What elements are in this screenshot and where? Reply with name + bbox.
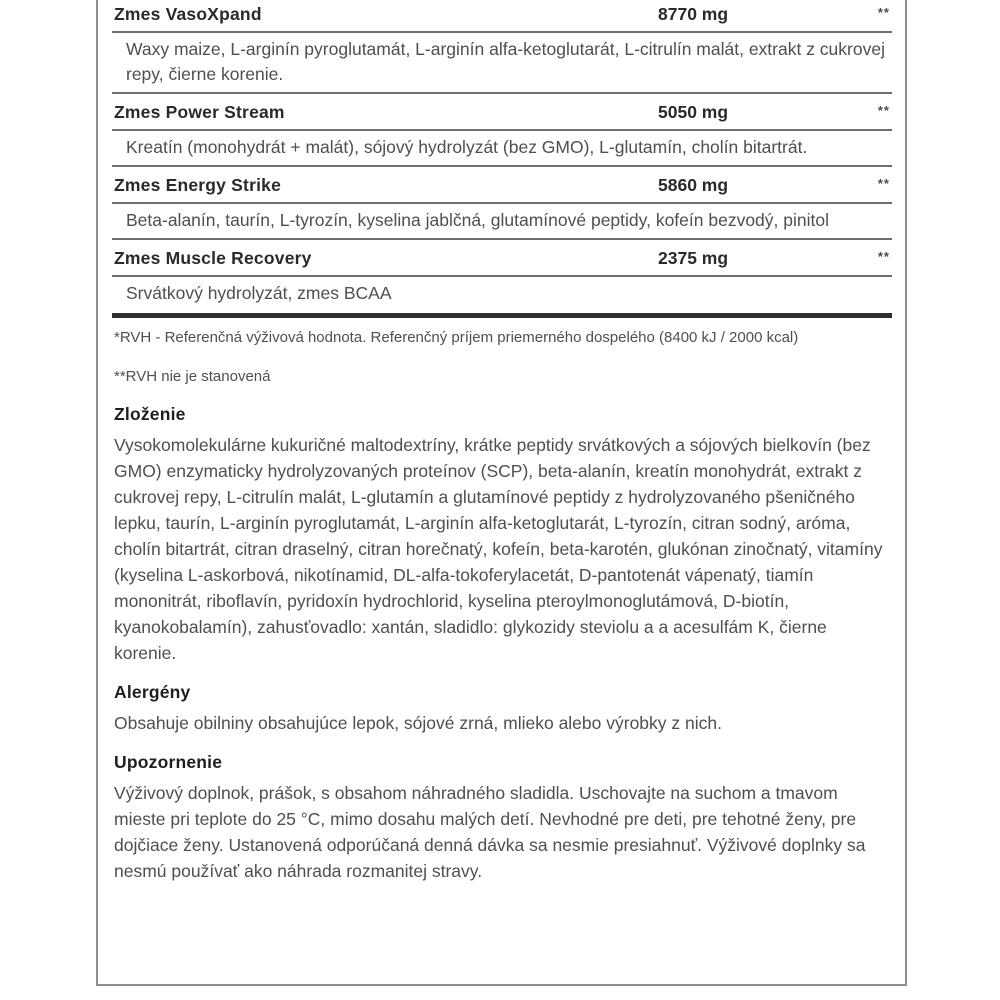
blend-footnote-marker: ** [877, 103, 890, 118]
blend-name: Zmes Muscle Recovery [114, 248, 312, 268]
blend-name: Zmes Power Stream [114, 102, 285, 122]
composition-heading: Zloženie [114, 404, 186, 424]
blend-ingredients: Kreatín (monohydrát + malát), sójový hydrolyzát (bez GMO), L-glutamín, cholín bitartrát. [126, 137, 808, 157]
blend-name: Zmes Energy Strike [114, 175, 282, 195]
warning-body: Výživový doplnok, prášok, s obsahom náhradného sladidla. Uschovajte na suchom a tmavom mieste pri teplote do 25 °C, mimo dosahu malých detí. Nevhodné pre deti, pre tehotné ženy, pre dojčiace ženy. Ustanovená odporúčaná denná dávka sa nesmie presiahnuť. Výživové doplnky sa nesmú používať ako náhrada rozmanitej stravy. [114, 783, 866, 881]
composition-body: Vysokomolekulárne kukuričné maltodextríny, krátke peptidy srvátkových a sójových bielkovín (bez GMO) enzymaticky hydrolyzovaných proteínov (SCP), beta-alanín, kreatín monohydrát, extrakt z cukrovej repy, L-citrulín malát, L-glutamín a glutamínové peptidy z hydrolyzovaného pšeničného lepku, taurín, L-arginín pyroglutamát, L-arginín alfa-ketoglutarát, L-tyrozín, citran sodný, aróma, cholín bitartrát, citran draselný, citran horečnatý, kofeín, beta-karotén, glukónan zinočnatý, vitamíny (kyselina L-askorbová, nikotínamid, DL-alfa-tokoferylacetát, D-pantotenát vápenatý, tiamín mononitrát, riboflavín, pyridoxín hydrochlorid, kyselina pteroylmonoglutámová, D-biotín, kyanokobalamín), zahusťovadlo: xantán, sladidlo: glykozidy steviolu a a acesulfám K, čierne korenie. [114, 435, 883, 663]
blend-footnote-marker: ** [877, 176, 890, 191]
allergens-heading: Alergény [114, 682, 191, 702]
blend-row [114, 240, 890, 275]
blend-ingredients: Beta-alanín, taurín, L-tyrozín, kyselina jablčná, glutamínové peptidy, kofeín bezvodý, pinitol [126, 210, 829, 230]
blend-footnote-marker: ** [877, 249, 890, 264]
blend-row [114, 94, 890, 129]
warning-heading: Upozornenie [114, 752, 223, 772]
blend-ingredients: Waxy maize, L-arginín pyroglutamát, L-arginín alfa-ketoglutarát, L-citrulín malát, extrakt z cukrovej repy, čierne korenie. [126, 39, 885, 84]
blend-amount: 2375 mg [658, 248, 729, 268]
blend-footnote-marker: ** [877, 5, 890, 20]
allergens-body: Obsahuje obilniny obsahujúce lepok, sójové zrná, mlieko alebo výrobky z nich. [114, 713, 722, 733]
supplement-label-panel [96, 0, 907, 986]
footnote-rvh-definition: *RVH - Referenčná výživová hodnota. Referenčný príjem priemerného dospelého (8400 kJ / 2000 kcal) [114, 329, 799, 346]
blend-amount: 5860 mg [658, 175, 729, 195]
blend-name: Zmes VasoXpand [114, 4, 262, 24]
blend-row [114, 0, 890, 31]
table-bottom-rule [112, 313, 892, 318]
blend-amount: 5050 mg [658, 102, 729, 122]
footnote-rvh-not-set: **RVH nie je stanovená [114, 368, 271, 385]
blend-row [114, 167, 890, 202]
blend-ingredients: Srvátkový hydrolyzát, zmes BCAA [126, 283, 392, 303]
blend-amount: 8770 mg [658, 4, 729, 24]
